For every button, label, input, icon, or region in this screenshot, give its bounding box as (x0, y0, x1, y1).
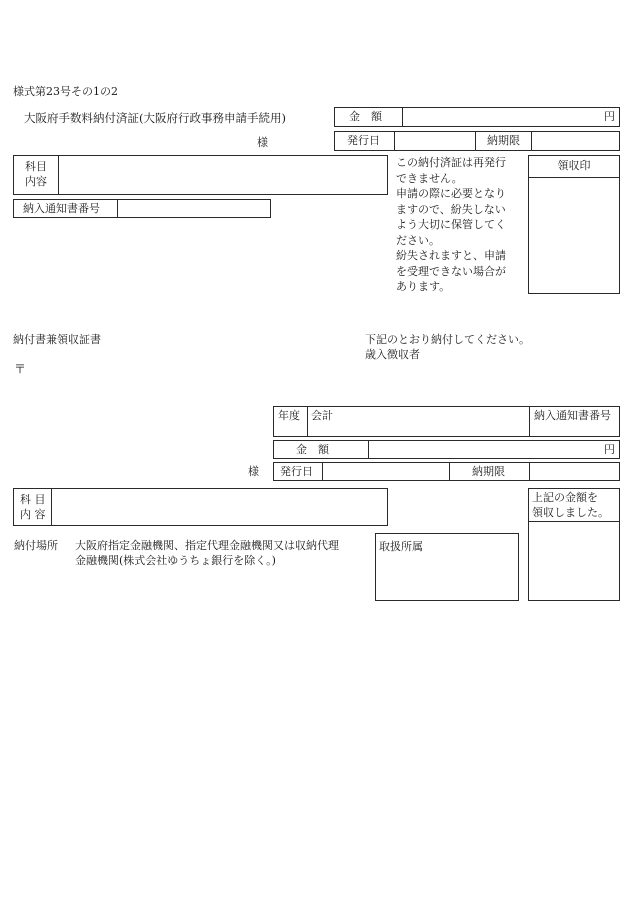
payer-honorific: 様 (257, 136, 268, 149)
notice-number-label: 納入通知書番号 (23, 202, 100, 215)
note-line: あります。 (396, 280, 451, 293)
receipt-stamp-label: 領収印 (557, 159, 591, 172)
bottom-issue-date-label: 発行日 (280, 465, 313, 478)
postal-mark: 〒 (14, 362, 27, 376)
bottom-amount-row (273, 440, 620, 459)
bottom-year-account-row (273, 406, 620, 437)
content-label: 内容 (25, 175, 47, 188)
note-line: 申請の際に必要となり (396, 187, 506, 200)
bottom-amount-label: 金 額 (296, 443, 329, 456)
note-line: 紛失されますと、申請 (396, 249, 506, 262)
note-line: できません。 (396, 171, 463, 185)
payment-place-label: 納付場所 (14, 539, 58, 552)
bottom-content-label: 内 容 (20, 508, 46, 521)
top-date-row (334, 131, 620, 151)
year-label: 年度 (278, 409, 300, 422)
top-amount-row (334, 107, 620, 127)
payment-place-line-2: 金融機関(株式会社ゆうちょ銀行を除く。) (75, 554, 276, 567)
top-subject-box (13, 155, 388, 195)
revenue-collector: 歳入徴収者 (365, 348, 420, 361)
note-line: ますので、紛失しない (396, 202, 506, 216)
note-line: ださい。 (396, 233, 440, 247)
form-number: 様式第23号その1の2 (13, 85, 118, 98)
note-line: を受理できない場合が (396, 264, 506, 278)
payment-slip-title: 納付書兼領収証書 (13, 333, 101, 346)
note-line: よう大切に保管してく (396, 218, 506, 231)
bottom-due-date-label: 納期限 (472, 465, 505, 478)
bottom-subject-label: 科 目 (20, 493, 46, 506)
reissue-note (396, 155, 526, 295)
account-label: 会計 (311, 409, 333, 422)
bottom-payer-honorific: 様 (248, 465, 259, 478)
bottom-notice-number-label: 納入通知書番号 (534, 409, 611, 422)
payment-instruction: 下記のとおり納付してください。 (365, 333, 530, 346)
received-line-1: 上記の金額を (532, 491, 598, 504)
bottom-subject-box (13, 488, 388, 526)
subject-label: 科目 (25, 160, 47, 173)
due-date-label: 納期限 (487, 134, 520, 147)
receipt-title: 大阪府手数料納付済証(大阪府行政事務申請手続用) (24, 111, 286, 125)
handling-office-box (375, 533, 519, 601)
receipt-stamp-box (528, 155, 620, 294)
handling-office-label: 取扱所属 (379, 540, 423, 553)
amount-label: 金 額 (349, 110, 382, 123)
bottom-currency-unit: 円 (604, 443, 615, 456)
bottom-date-row (273, 462, 620, 481)
received-box (528, 488, 620, 601)
currency-unit: 円 (604, 110, 615, 123)
top-notice-number-box (13, 199, 271, 218)
received-line-2: 領収しました。 (532, 506, 609, 519)
issue-date-label: 発行日 (347, 134, 380, 147)
note-line: この納付済証は再発行 (396, 156, 506, 169)
payment-place-line-1: 大阪府指定金融機関、指定代理金融機関又は収納代理 (75, 539, 339, 552)
